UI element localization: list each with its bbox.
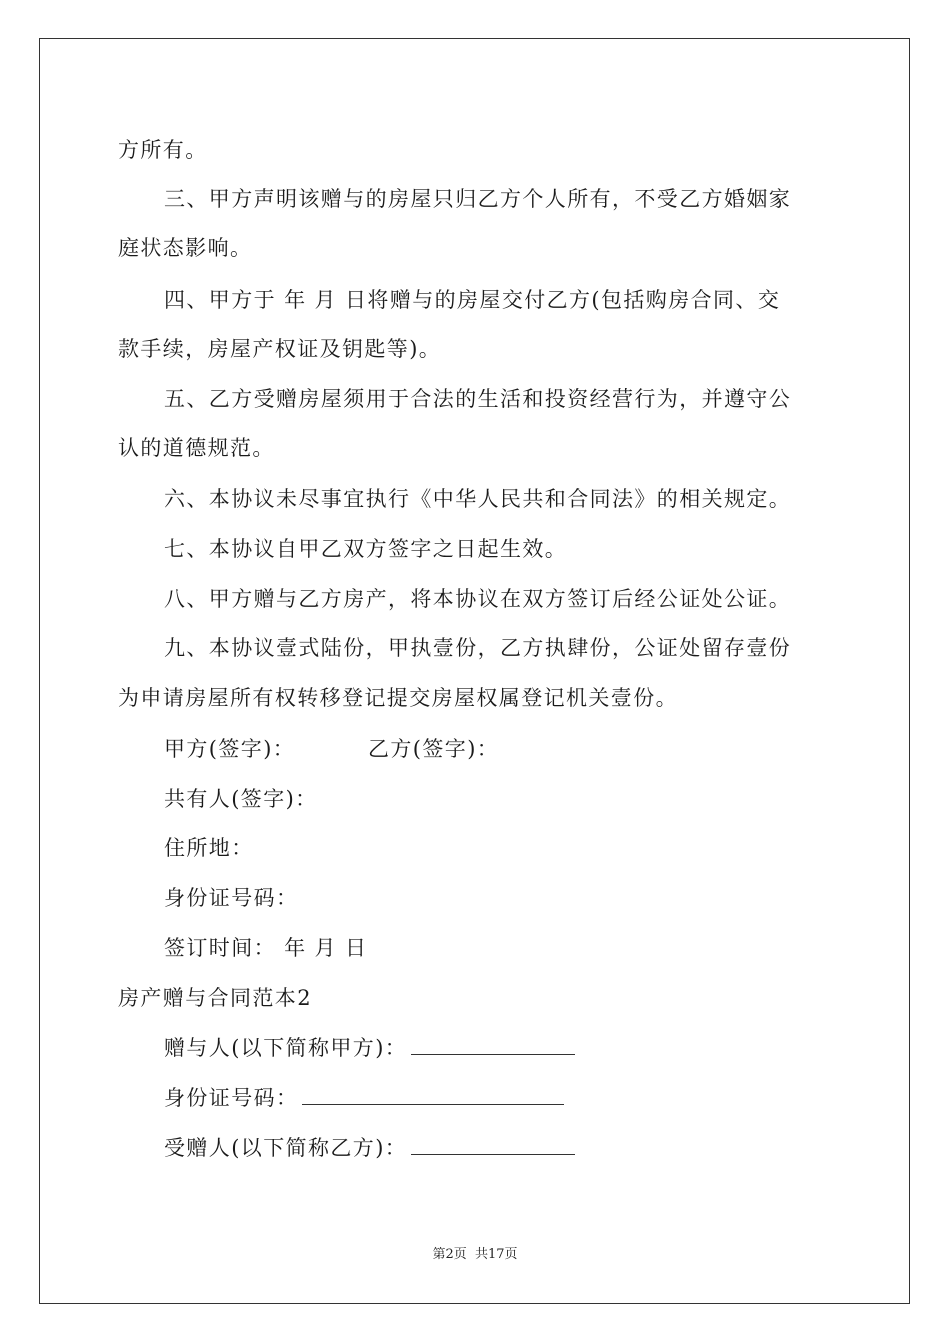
paragraph-line: 八、甲方赠与乙方房产，将本协议在双方签订后经公证处公证。 [164, 587, 792, 611]
donee-label: 受赠人(以下简称乙方)： [164, 1136, 408, 1160]
donor-field [164, 1034, 575, 1062]
donee-blank-line [411, 1134, 575, 1155]
paragraph-line: 方所有。 [118, 138, 208, 162]
page-footer [0, 1246, 950, 1264]
page-number: 第2页 [432, 1247, 467, 1262]
paragraph-line: 款手续，房屋产权证及钥匙等)。 [118, 337, 442, 361]
donor-id-blank-line [302, 1084, 564, 1105]
signing-date-label: 签订时间： 年 月 日 [164, 936, 368, 960]
donor-blank-line [411, 1034, 575, 1055]
donor-label: 赠与人(以下简称甲方)： [164, 1036, 408, 1060]
address-label: 住所地： [164, 836, 254, 860]
donor-id-field [164, 1084, 564, 1112]
total-pages: 共17页 [474, 1247, 518, 1262]
party-b-signature-label: 乙方(签字)： [368, 737, 500, 761]
paragraph-line: 认的道德规范。 [118, 436, 275, 460]
id-number-label: 身份证号码： [164, 886, 299, 910]
paragraph-line: 三、甲方声明该赠与的房屋只归乙方个人所有，不受乙方婚姻家 [164, 187, 792, 211]
co-owner-signature-label: 共有人(签字)： [164, 787, 318, 811]
party-a-signature-label: 甲方(签字)： [164, 737, 296, 761]
paragraph-line: 九、本协议壹式陆份，甲执壹份，乙方执肆份，公证处留存壹份 [164, 636, 792, 660]
page-border [39, 38, 910, 1304]
paragraph-line: 七、本协议自甲乙双方签字之日起生效。 [164, 537, 568, 561]
paragraph-line: 庭状态影响。 [118, 236, 253, 260]
paragraph-line: 六、本协议未尽事宜执行《中华人民共和合同法》的相关规定。 [164, 487, 792, 511]
section-title: 房产赠与合同范本2 [118, 986, 312, 1010]
paragraph-line: 五、乙方受赠房屋须用于合法的生活和投资经营行为，并遵守公 [164, 387, 792, 411]
paragraph-line: 为申请房屋所有权转移登记提交房屋权属登记机关壹份。 [118, 686, 678, 710]
donor-id-label: 身份证号码： [164, 1086, 299, 1110]
paragraph-line: 四、甲方于 年 月 日将赠与的房屋交付乙方(包括购房合同、交 [164, 288, 781, 312]
donee-field [164, 1134, 575, 1162]
